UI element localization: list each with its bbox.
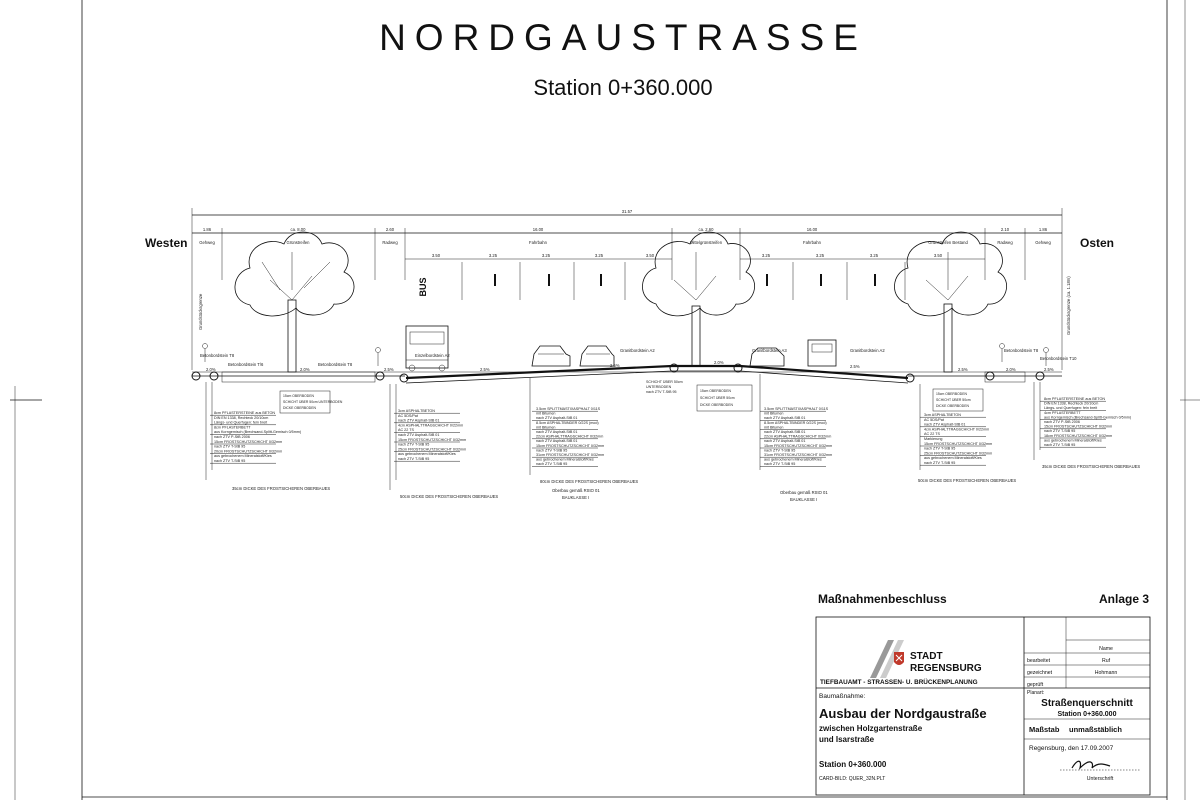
scale-value: unmaßstäblich — [1069, 725, 1122, 734]
cad-file-label: CARD-BILD: QUER_32N.PLT — [819, 776, 886, 782]
layer-spec-line: DIN EN 1338, Rechteck 20/10cm — [1044, 401, 1099, 406]
curb-label: Betonbordstein T8 — [200, 353, 235, 358]
slope-label: 2.0% — [206, 367, 216, 372]
layer-spec-line: 20cm FROSTSCHUTZSCHICHT 0/32mm — [214, 449, 283, 454]
layer-spec-line: mit Bitumen — [764, 411, 784, 416]
layer-total: 35cm DICKE DES FROSTSICHEREN OBERBAUES — [232, 486, 331, 491]
lane-width: 3.25 — [594, 253, 604, 258]
layer-spec-line: nach ZTV T-StB 95 — [924, 461, 956, 465]
car-figure — [532, 346, 570, 366]
road-class: Oberbau gemäß RStO 01 — [552, 488, 600, 493]
zone-label: Fahrbahn — [529, 240, 547, 245]
bus-figure — [406, 326, 448, 371]
layer-spec-line: 15cm FROSTSCHUTZSCHICHT 0/32mm — [924, 441, 993, 446]
curb-label: Betonbordstein T8 — [1004, 348, 1039, 353]
tree-west — [235, 232, 354, 372]
curb-label: Granitbordstein A2 — [850, 348, 885, 353]
legend-box — [933, 389, 983, 411]
slope-label: 2.5% — [610, 363, 620, 368]
layer-spec-line: aus gebrochenem Mineralstoff/Kies — [1044, 438, 1102, 443]
layer-spec-line: 3cm ASPHALTBETON — [398, 409, 435, 413]
legend-line: SCHICHT ÜBER 50cm UNTERBODEN — [283, 400, 343, 404]
layer-spec-line: aus gebrochenem Mineralstoff/Kies — [924, 456, 982, 461]
lane-width: 3.25 — [541, 253, 551, 258]
layer-spec-line: nach ZTV P-StB 2006 — [1044, 420, 1080, 424]
drawing-title: NORDGAUSTRASSE — [379, 17, 867, 58]
legend-box — [280, 391, 343, 413]
dim-segment: 1.86 — [202, 227, 212, 232]
layer-spec-line: 15cm FROSTSCHUTZSCHICHT 0/32mm — [764, 443, 833, 448]
project-subtitle: zwischen Holzgartenstraße — [819, 724, 923, 733]
layer-spec-line: 18cm FROSTSCHUTZSCHICHT 0/32mm — [1044, 433, 1113, 438]
signature — [1072, 761, 1110, 768]
project-station: Station 0+360.000 — [819, 760, 887, 769]
row-value: Hohmann — [1094, 670, 1118, 676]
signature-label: Unterschrift — [1086, 776, 1114, 782]
lane-width: 3.50 — [431, 253, 441, 258]
layer-spec-line: 3.5cm SPLITTMASTIXASPHALT 0/11S — [536, 407, 601, 411]
layer-spec-line: nach ZTV T-StB 95 — [398, 442, 430, 447]
legend-line: 15cm OBERBODEN — [700, 389, 731, 393]
layer-spec-line: 22cm ASPHALTTRAGSCHICHT 0/32mm — [536, 434, 604, 439]
tree-east — [894, 232, 1006, 372]
layer-total: 35cm DICKE DES FROSTSICHEREN OBERBAUES — [1042, 464, 1141, 469]
lane-width: 3.50 — [933, 253, 943, 258]
layer-spec-line: mit Bitumen — [536, 411, 556, 416]
department-label: TIEFBAUAMT - STRASSEN- U. BRÜCKENPLANUNG — [820, 679, 978, 686]
layer-spec-line: nach ZTV T-StB 95 — [764, 448, 796, 453]
layer-spec-line: 31cm FROSTSCHUTZSCHICHT 0/32mm — [764, 453, 833, 457]
layer-spec-line: 3cm ASPHALTBETON — [924, 413, 961, 417]
layer-spec-line: 15cm FROSTSCHUTZSCHICHT 0/32mm — [536, 443, 605, 448]
layer-spec-line: 15cm FROSTSCHUTZSCHICHT 0/32mm — [398, 437, 467, 442]
layer-spec-line: 15cm FROSTSCHUTZSCHICHT 0/32mm — [1044, 424, 1113, 429]
slope-label: 2.0% — [714, 360, 724, 365]
layer-spec-line: nach ZTV T-StB 95 — [398, 457, 430, 461]
layer-spec-line: 8cm PFLASTERSTEINE aus BETON — [1044, 397, 1105, 401]
layer-spec-line: nach ZTV Asphalt-StB 01 — [764, 416, 806, 421]
leader-lines — [206, 374, 1040, 490]
layer-spec-line: nach ZTV T-StB 95 — [1044, 429, 1076, 434]
curb-label: Granitbordstein A2 — [620, 348, 655, 353]
east-label: Osten — [1080, 236, 1115, 250]
slope-label: 2.5% — [958, 367, 968, 372]
layer-total: 50cm DICKE DES FROSTSICHEREN OBERBAUES — [918, 478, 1017, 483]
layer-spec-line: nach ZTV T-StB 95 — [924, 446, 956, 451]
place-date: Regensburg, den 17.09.2007 — [1029, 745, 1114, 752]
bus-lane-mark: BUS — [418, 277, 428, 297]
layer-spec-line: nach ZTV T-StB 95 — [214, 459, 246, 463]
layer-spec-line: DIN EN 1338, Rechteck 20/10cm — [214, 415, 269, 420]
property-line-west: Grundstücksgrenze — [198, 293, 203, 330]
zone-label: Gehweg — [1035, 240, 1051, 245]
plan-station: Station 0+360.000 — [1057, 711, 1117, 718]
zone-label: Fahrbahn — [803, 240, 821, 245]
title-block-caption: Maßnahmenbeschluss — [818, 592, 947, 606]
slope-label: 2.5% — [1044, 367, 1054, 372]
dim-segment: ca. 2.60 — [698, 227, 714, 232]
layer-spec-line: 15cm FROSTSCHUTZSCHICHT 0/32mm — [214, 439, 283, 444]
legend-line: DICKE OBERBODEN — [936, 404, 969, 408]
layer-spec-line: aus gebrochenem Mineralstoff/Kies — [764, 457, 822, 462]
legend-line: 15cm OBERBODEN — [936, 392, 967, 396]
legend-line: DICKE OBERBODEN — [283, 406, 316, 410]
scale-label: Maßstab — [1029, 725, 1060, 734]
lane-width: 3.25 — [761, 253, 771, 258]
legend-line: 15cm OBERBODEN — [283, 394, 314, 398]
station-subtitle: Station 0+360.000 — [533, 75, 713, 100]
dim-segment: 1.86 — [1038, 227, 1048, 232]
layer-spec-line: AC 22 TS — [398, 428, 414, 433]
dim-segment: 16.00 — [806, 227, 818, 232]
lane-width: 3.25 — [488, 253, 498, 258]
zone-label: Grünstreifen — [286, 240, 310, 245]
layer-spec-line: 4cm PFLASTERBETT — [1044, 410, 1081, 415]
tree-median — [642, 232, 754, 366]
layer-total: 50cm DICKE DES FROSTSICHEREN OBERBAUES — [400, 494, 499, 499]
zone-label: Gehweg — [199, 240, 215, 245]
layer-spec-line: nach ZTV Asphalt-StB 01 — [536, 416, 578, 421]
layer-spec-line: 22cm ASPHALTTRAGSCHICHT 0/32mm — [764, 434, 832, 439]
slope-label: 2.5% — [384, 367, 394, 372]
layer-spec-line: 8cm PFLASTERSTEINE aus BETON — [214, 411, 275, 415]
layer-spec-line: nach ZTV T-StB 95 — [214, 444, 246, 449]
median-note: nach ZTV T-StB 95 — [646, 390, 677, 394]
curb-label: Betonbordstein T8 — [318, 362, 353, 367]
layer-spec-line: 25cm FROSTSCHUTZSCHICHT 0/32mm — [398, 447, 467, 452]
legend-line: SCHICHT ÜBER 50cm — [936, 398, 971, 402]
layer-stacks — [210, 397, 1131, 466]
layer-spec-line: nach ZTV Asphalt-StB 01 — [536, 430, 578, 434]
slope-label: 2.0% — [300, 367, 310, 372]
west-label: Westen — [145, 236, 188, 250]
title-block — [816, 617, 1150, 795]
property-line-east: Grundstücksgrenze (ca. 1.18m) — [1066, 276, 1071, 335]
curb-label: Granitbordstein A3 — [752, 348, 787, 353]
dim-segment: 2.60 — [385, 227, 395, 232]
dim-segment: 2.10 — [1000, 227, 1010, 232]
zone-label: Radweg — [997, 240, 1013, 245]
legend-box — [697, 385, 752, 411]
cyclist-figure — [376, 348, 381, 367]
layer-spec-line: 8.5cm ASPHALTBINDER 0/22S (mod) — [536, 420, 599, 425]
layer-spec-line: aus gebrochenem Mineralstoff/Kies — [398, 452, 456, 457]
org-name-line2: REGENSBURG — [910, 663, 982, 674]
layer-spec-line: Längs- und Querfugen: fein breit — [1044, 406, 1098, 411]
median-note: UNTERBODEN — [646, 385, 672, 389]
anlage-label: Anlage 3 — [1098, 592, 1149, 606]
layer-spec-line: nach ZTV Asphalt-StB 01 — [764, 430, 806, 434]
dim-segment: 16.00 — [532, 227, 544, 232]
planart-label: Planart: — [1027, 690, 1045, 696]
layer-spec-line: nach ZTV Asphalt-StB 01 — [398, 433, 440, 437]
layer-spec-line: mit Bitumen — [536, 425, 556, 430]
layer-spec-line: nach ZTV T-StB 95 — [536, 462, 568, 467]
slope-label: 2.5% — [480, 367, 490, 372]
city-logo — [870, 640, 904, 678]
slope-label: 2.5% — [850, 364, 860, 369]
dim-segment: ca. 8.00 — [290, 227, 306, 232]
lane-width: 3.25 — [815, 253, 825, 258]
layer-spec-line: aus Korngemisch (Brechsand-Splitt-Gemisch 0/5mm) — [214, 430, 302, 435]
layer-spec-line: nach ZTV Asphalt-StB 01 — [536, 439, 578, 444]
row-value: Ruf — [1101, 658, 1111, 664]
project-subtitle: und Isarstraße — [819, 735, 875, 744]
row-label: gezeichnet — [1027, 670, 1053, 676]
road-class: BAUKLASSE I — [790, 497, 818, 502]
legend-line: DICKE OBERBODEN — [700, 403, 733, 407]
plan-type: Straßenquerschnitt — [1041, 698, 1133, 709]
layer-spec-line: aus gebrochenem Mineralstoff/Kies — [536, 457, 594, 462]
van-figure — [808, 340, 836, 366]
layer-spec-line: 4cm ASPHALTTRAGSCHICHT 0/22mm — [398, 423, 464, 428]
slope-label: 2.0% — [1006, 367, 1016, 372]
layer-spec-line: nach ZTV T-StB 95 — [1044, 443, 1076, 447]
road-class: Oberbau gemäß RStO 01 — [780, 490, 828, 495]
layer-spec-line: 8cm PFLASTERBETT — [214, 425, 251, 430]
layer-spec-line: nach ZTV Asphalt-StB 01 — [398, 418, 440, 423]
layer-spec-line: AC 5DS/Pat — [398, 413, 418, 418]
curb-label: Betonbordstein T/6 — [228, 362, 264, 367]
median-note: SCHICHT ÜBER 50cm — [646, 380, 683, 384]
layer-spec-line: nach ZTV Asphalt-StB 01 — [764, 439, 806, 444]
layer-spec-line: Markierung — [924, 437, 943, 441]
layer-total: 80cm DICKE DES FROSTSICHEREN OBERBAUES — [540, 479, 639, 484]
lane-width: 3.50 — [645, 253, 655, 258]
project-title: Ausbau der Nordgaustraße — [819, 706, 987, 721]
name-column-header: Name — [1099, 646, 1113, 652]
layer-spec-line: aus Korngemisch (Brechsand-Splitt-Gemisch 0/5mm) — [1044, 415, 1132, 420]
layer-spec-line: nach ZTV T-StB 95 — [764, 462, 796, 467]
layer-spec-line: AC 22 TS — [924, 432, 940, 437]
total-width-label: 31.57 — [621, 209, 633, 214]
legend-line: SCHICHT ÜBER 50cm — [700, 396, 735, 400]
org-name-line1: STADT — [910, 651, 943, 662]
layer-spec-line: 31cm FROSTSCHUTZSCHICHT 0/32mm — [536, 453, 605, 457]
lane-width: 3.25 — [869, 253, 879, 258]
zone-label: Mittelgrünstreifen — [689, 240, 723, 245]
layer-spec-line: nach ZTV P-StB 2006 — [214, 435, 250, 439]
layer-spec-line: AC 5DS/Pat — [924, 417, 944, 422]
layer-spec-line: 25cm FROSTSCHUTZSCHICHT 0/32mm — [924, 451, 993, 456]
curb-label: Einzelbordstein A2 — [415, 353, 450, 358]
layer-spec-line: 4cm ASPHALTTRAGSCHICHT 0/22mm — [924, 427, 990, 432]
zone-label: Grünstreifen Bestand — [928, 240, 968, 245]
road-class: BAUKLASSE I — [562, 495, 590, 500]
row-label: geprüft — [1027, 682, 1044, 688]
massnahme-label: Baumaßnahme: — [819, 693, 866, 700]
dimension-lines — [192, 208, 1062, 370]
curb-label: Betonbordstein T10 — [1040, 356, 1077, 361]
car-figure — [580, 346, 614, 366]
layer-spec-line: nach ZTV Asphalt-StB 01 — [924, 422, 966, 427]
layer-spec-line: Längs- und Querfugen: fein breit — [214, 420, 268, 425]
layer-spec-line: aus gebrochenem Mineralstoff/Kies — [214, 454, 272, 459]
layer-spec-line: mit Bitumen — [764, 425, 784, 430]
layer-spec-line: 8.5cm ASPHALTBINDER 0/22S (mod) — [764, 420, 827, 425]
layer-spec-line: nach ZTV T-StB 95 — [536, 448, 568, 453]
sheet-frame — [10, 0, 1200, 800]
layer-spec-line: 3.5cm SPLITTMASTIXASPHALT 0/11S — [764, 407, 829, 411]
row-label: bearbeitet — [1027, 658, 1051, 664]
zone-label: Radweg — [382, 240, 398, 245]
